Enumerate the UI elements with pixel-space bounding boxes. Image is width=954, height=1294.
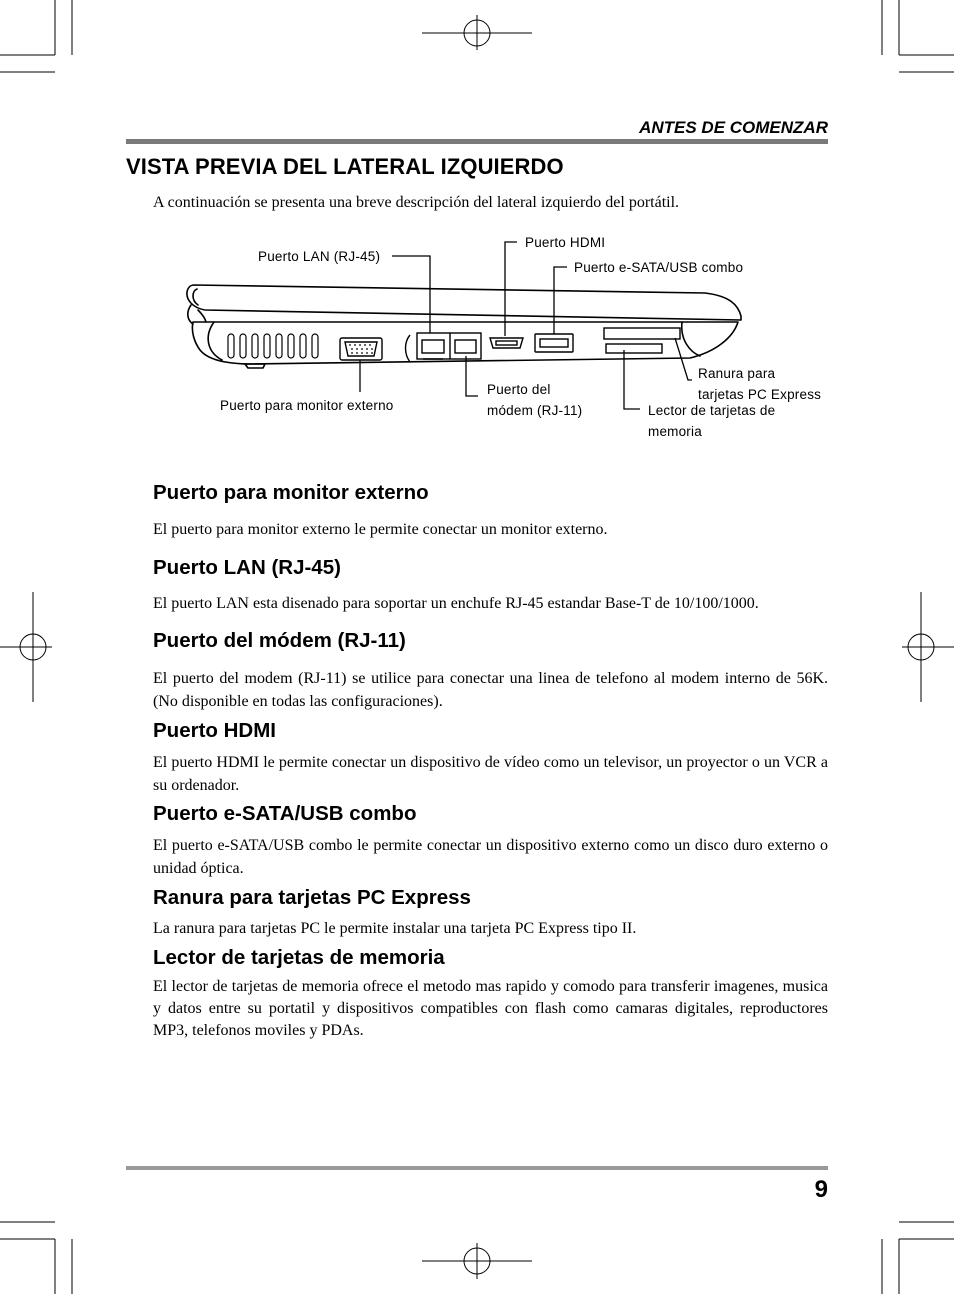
callout-card-reader-line-1: Lector de tarjetas de	[648, 403, 776, 418]
section-text-pc-express: La ranura para tarjetas PC le permite instalar una tarjeta PC Express tipo II.	[153, 920, 637, 937]
page-number: 9	[814, 1176, 828, 1203]
section-heading-card-reader: Lector de tarjetas de memoria	[153, 946, 445, 969]
callout-esata-usb-port: Puerto e-SATA/USB combo	[574, 260, 744, 275]
callout-pc-express-line-2: tarjetas PC Express	[698, 387, 822, 402]
callout-pc-express-line-1: Ranura para	[698, 366, 776, 381]
section-text-monitor: El puerto para monitor externo le permite conectar un monitor externo.	[153, 521, 608, 538]
section-text-card-reader: El lector de tarjetas de memoria ofrece el metodo mas rapido y comodo para transferir imagenes, musica y datos entre su portatil y dispositivos compatibles con flash como camaras digitales, reproductores MP3, telefonos moviles y PDAs.	[153, 978, 828, 1039]
section-heading-modem: Puerto del módem (RJ-11)	[153, 629, 406, 652]
callout-modem-line-2: módem (RJ-11)	[487, 403, 583, 418]
callout-card-reader-line-2: memoria	[648, 424, 702, 439]
callout-hdmi-port: Puerto HDMI	[525, 235, 606, 250]
callout-modem-port	[487, 379, 582, 421]
chapter-header: ANTES DE COMENZAR	[639, 118, 828, 137]
section-text-esata: El puerto e-SATA/USB combo le permite conectar un dispositivo externo como un disco duro externo o unidad óptica.	[153, 837, 828, 877]
section-heading-lan: Puerto LAN (RJ-45)	[153, 556, 341, 579]
callout-pc-express-slot	[698, 363, 821, 405]
callout-memory-card-reader	[648, 400, 775, 442]
header-rule	[126, 139, 828, 144]
section-heading-pc-express: Ranura para tarjetas PC Express	[153, 886, 471, 909]
intro-text: A continuación se presenta una breve descripción del lateral izquierdo del portátil.	[153, 194, 680, 211]
laptop-left-side-illustration	[0, 225, 954, 455]
section-heading-esata: Puerto e-SATA/USB combo	[153, 802, 417, 825]
section-text-modem: El puerto del modem (RJ-11) se utilice para conectar una linea de telefono al modem interno de 56K. (No disponible en todas las configuraciones).	[153, 670, 828, 710]
callout-lan-port: Puerto LAN (RJ-45)	[258, 249, 381, 264]
section-text-hdmi: El puerto HDMI le permite conectar un dispositivo de vídeo como un televisor, un proyector o un VCR a su ordenador.	[153, 754, 828, 794]
section-heading-hdmi: Puerto HDMI	[153, 719, 276, 742]
page-title: VISTA PREVIA DEL LATERAL IZQUIERDO	[126, 154, 564, 179]
callout-external-monitor-port: Puerto para monitor externo	[220, 398, 394, 413]
section-heading-monitor: Puerto para monitor externo	[153, 481, 429, 504]
callout-modem-line-1: Puerto del	[487, 382, 551, 397]
section-text-lan: El puerto LAN esta disenado para soportar un enchufe RJ-45 estandar Base-T de 10/100/1000.	[153, 595, 759, 612]
footer-rule	[126, 1166, 828, 1170]
